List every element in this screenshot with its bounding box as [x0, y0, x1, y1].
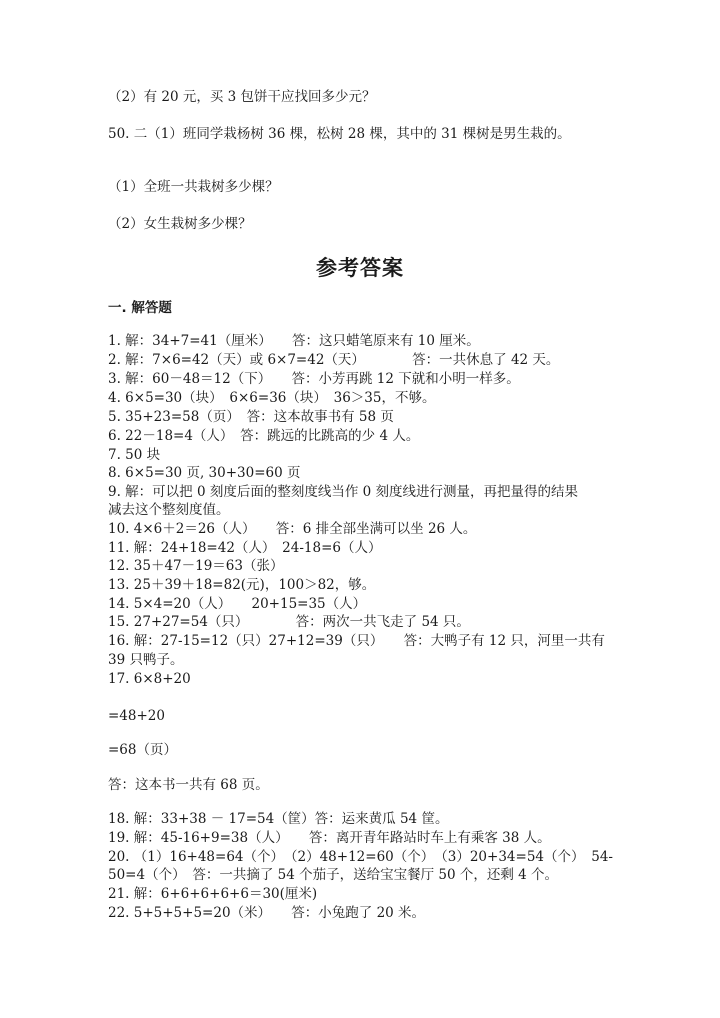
answer-line: =48+20	[108, 708, 165, 724]
answer-line: 19. 解：45-16+9=38（人） 答：离开青年路站时车上有乘客 38 人。	[108, 830, 551, 846]
question-line: （1）全班一共栽树多少棵？	[108, 179, 279, 195]
answer-line: 3. 解：60－48＝12（下） 答：小芳再跳 12 下就和小明一样多。	[108, 371, 520, 387]
answer-line: 10. 4×6＋2＝26（人） 答：6 排全部坐满可以坐 26 人。	[108, 521, 477, 537]
answer-line: 减去这个整刻度值。	[108, 502, 230, 518]
question-line: （2）女生栽树多少棵？	[108, 216, 252, 232]
answer-line: 11. 解：24+18=42（人） 24-18=6（人）	[108, 540, 382, 556]
answer-line: 50=4（个） 答：一共摘了 54 个茄子，送给宝宝餐厅 50 个，还剩 4 个。	[108, 867, 559, 883]
answer-line: 14. 5×4=20（人） 20+15=35（人）	[108, 596, 367, 612]
answer-line: 9. 解：可以把 0 刻度后面的整刻度线当作 0 刻度线进行测量，再把量得的结果	[108, 484, 579, 500]
section-heading: 一. 解答题	[108, 300, 172, 316]
answer-line: 2. 解：7×6=42（天）或 6×7=42（天） 答：一共休息了 42 天。	[108, 352, 560, 368]
answer-line: 6. 22－18=4（人） 答：跳远的比跳高的少 4 人。	[108, 428, 420, 444]
answer-line: 答：这本书一共有 68 页。	[108, 777, 269, 793]
answer-line: 39 只鸭子。	[108, 652, 184, 668]
question-line: （2）有 20 元，买 3 包饼干应找回多少元？	[108, 89, 376, 105]
answer-line: 13. 25＋39＋18=82(元)，100＞82，够。	[108, 577, 376, 593]
answer-line: 5. 35+23=58（页） 答：这本故事书有 58 页	[108, 409, 394, 425]
answer-line: 20. （1）16+48=64（个） （2）48+12=60（个） （3）20+34=54（个） 54-	[108, 849, 613, 865]
answer-title: 参考答案	[316, 256, 404, 280]
answer-line: 8. 6×5=30 页, 30+30=60 页	[108, 465, 301, 481]
answer-line: 15. 27+27=54（只） 答：两次一共飞走了 54 只。	[108, 614, 470, 630]
answer-line: 1. 解：34+7=41（厘米） 答：这只蜡笔原来有 10 厘米。	[108, 333, 480, 349]
answer-line: 12. 35＋47－19＝63（张）	[108, 558, 284, 574]
answer-line: 17. 6×8+20	[108, 671, 191, 687]
answer-line: 16. 解：27-15=12（只）27+12=39（只） 答：大鸭子有 12 只，河里一共有	[108, 633, 605, 649]
answer-line: 7. 50 块	[108, 447, 161, 463]
answer-line: 18. 解：33+38 － 17=54（筐）答：运来黄瓜 54 筐。	[108, 811, 449, 827]
answer-line: 4. 6×5=30（块） 6×6=36（块） 36＞35，不够。	[108, 390, 436, 406]
answer-line: 22. 5+5+5+5=20（米） 答：小兔跑了 20 米。	[108, 905, 426, 921]
answer-line: 21. 解：6+6+6+6+6＝30(厘米)	[108, 886, 318, 902]
question-line: 50. 二（1）班同学栽杨树 36 棵，松树 28 棵，其中的 31 棵树是男生栽的。	[108, 126, 571, 142]
answer-line: =68（页）	[108, 742, 177, 758]
